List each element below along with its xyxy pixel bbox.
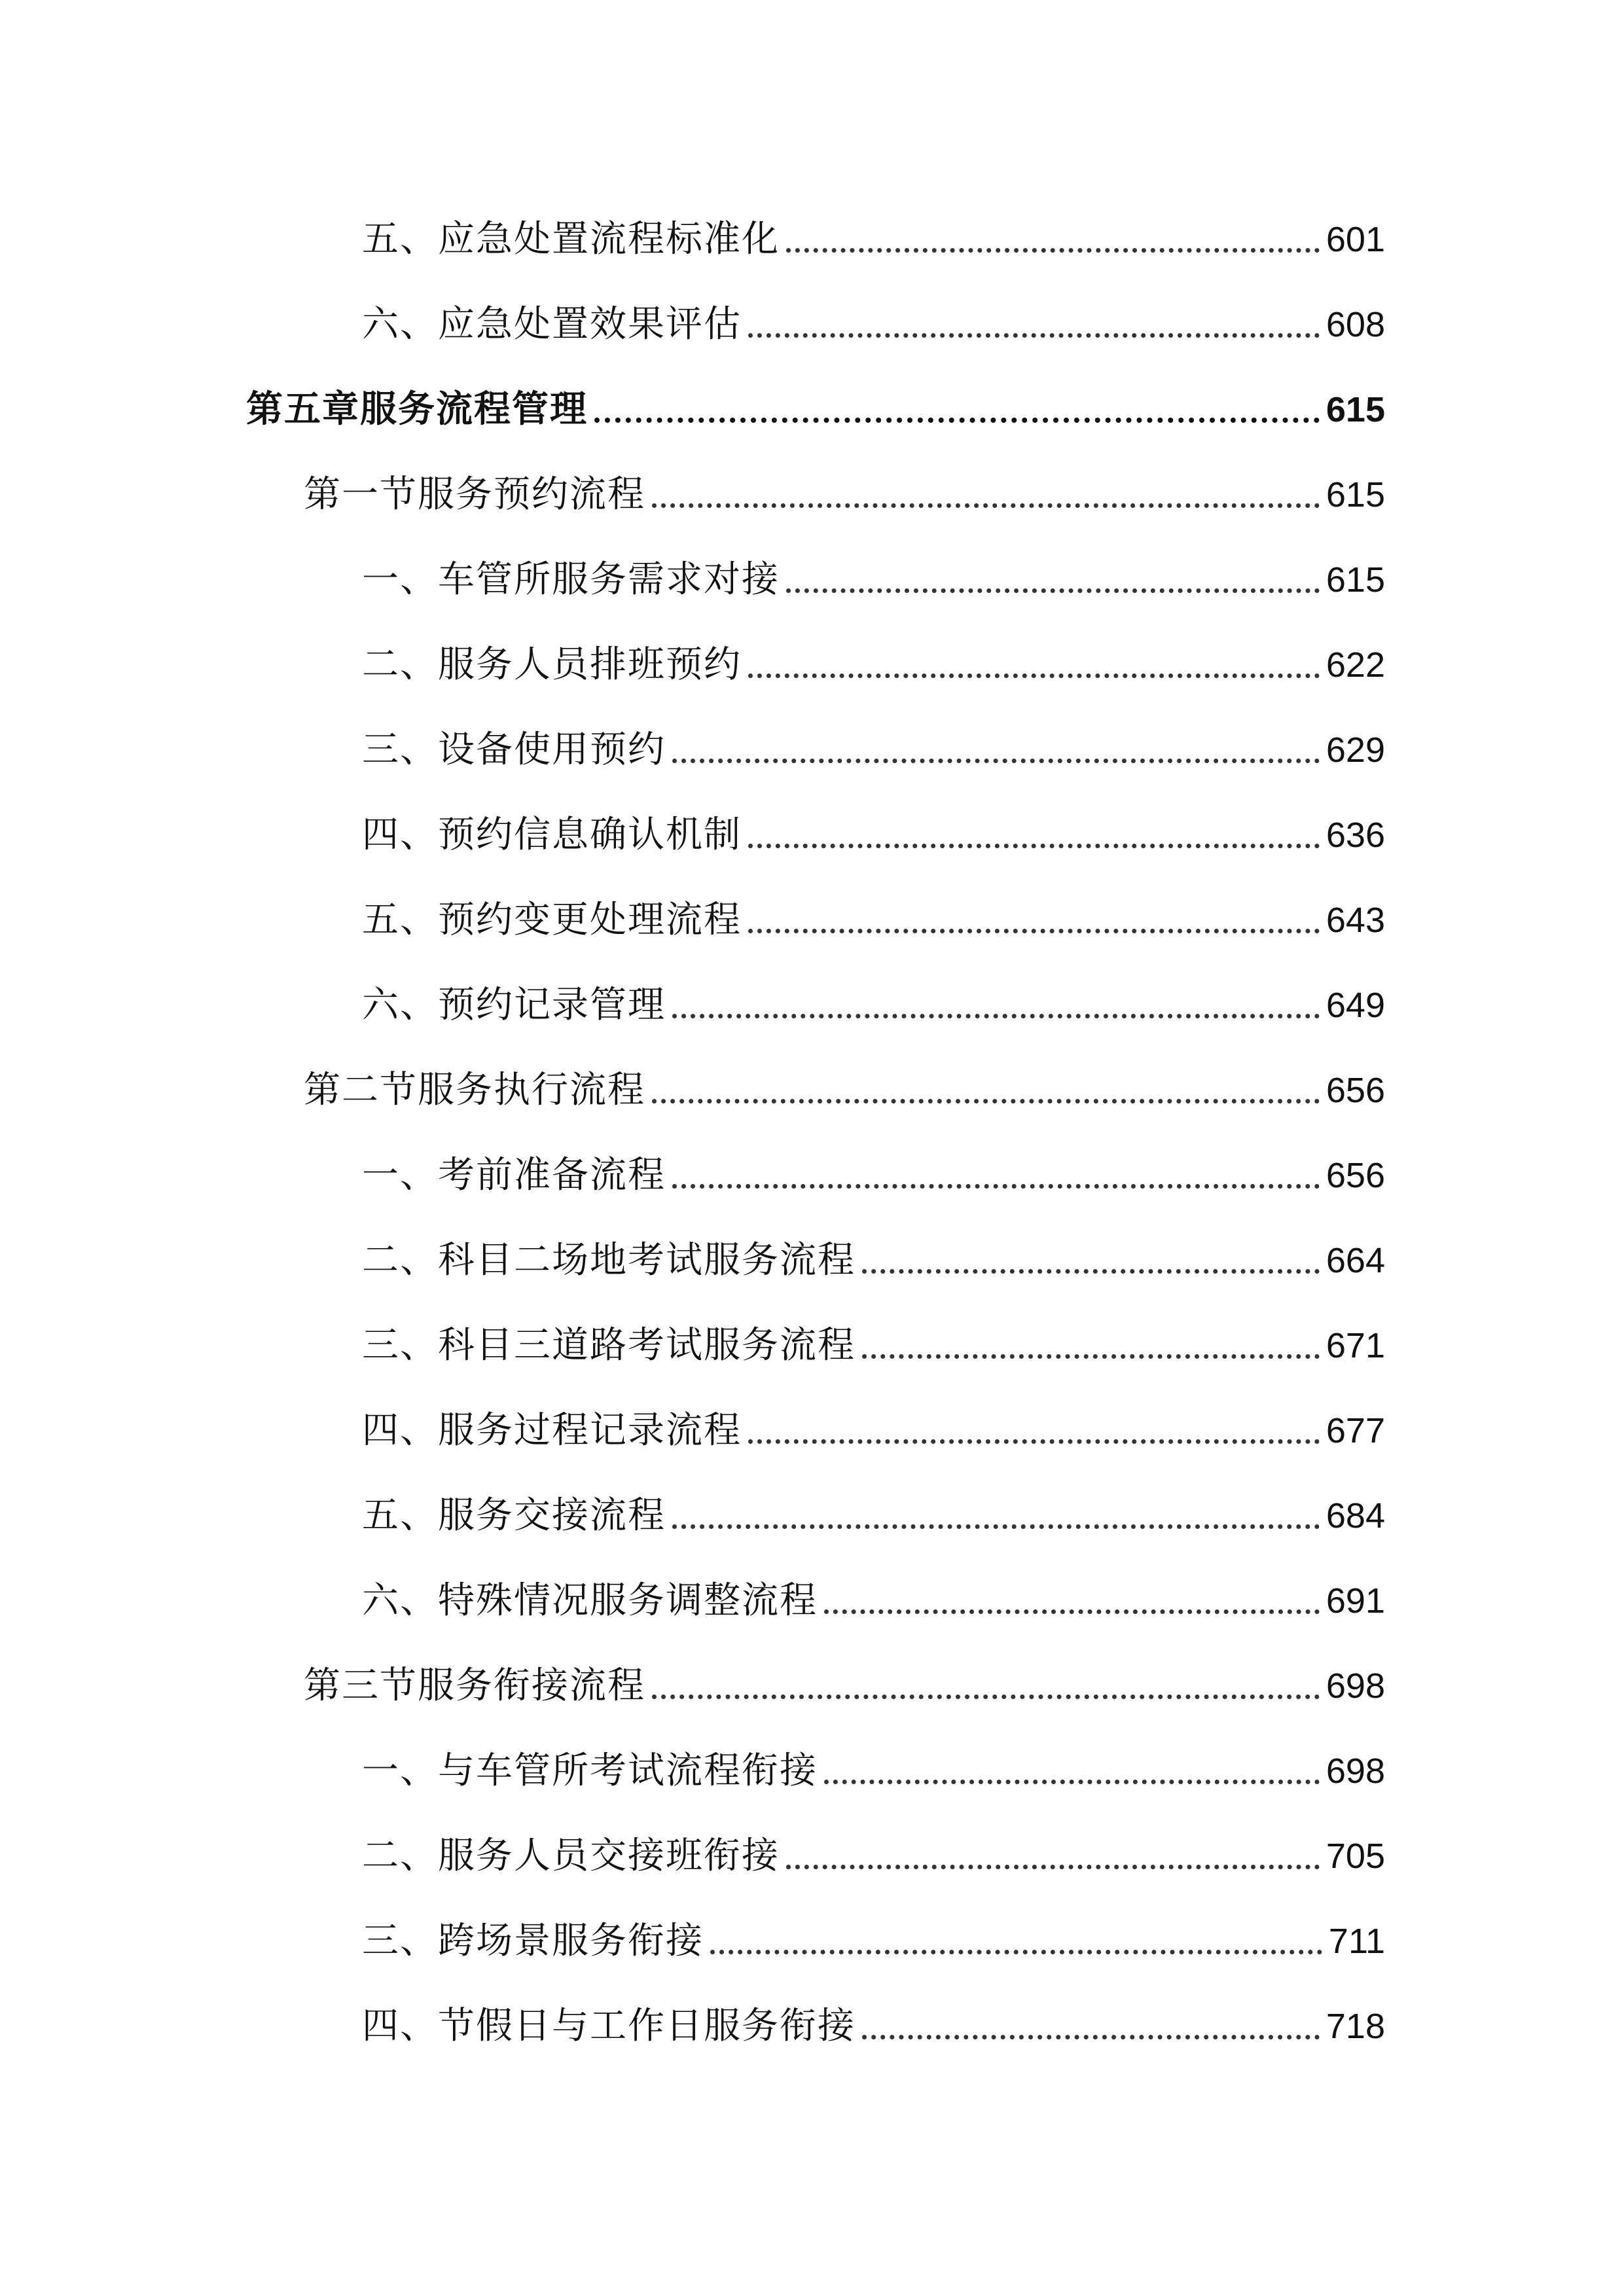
toc-page-number: 615	[1326, 390, 1385, 429]
toc-dot-leader	[652, 1695, 1320, 1699]
toc-dot-leader	[748, 1439, 1320, 1444]
toc-entry-section[interactable]	[304, 469, 1385, 521]
toc-dot-leader	[862, 2035, 1320, 2039]
toc-page-number: 718	[1326, 2007, 1385, 2046]
toc-entry-section[interactable]	[304, 1064, 1385, 1117]
toc-dot-leader	[672, 1524, 1320, 1529]
toc-entry-title: 四、服务过程记录流程	[362, 1409, 742, 1452]
toc-entry-title: 二、服务人员排班预约	[362, 643, 742, 686]
toc-entry-title: 第五章服务流程管理	[246, 388, 588, 431]
toc-page-number: 656	[1326, 1071, 1385, 1110]
toc-page-number: 671	[1326, 1326, 1385, 1365]
toc-page-number: 705	[1326, 1837, 1385, 1876]
toc-entry[interactable]	[362, 554, 1385, 606]
toc-dot-leader	[672, 1014, 1320, 1018]
toc-dot-leader	[786, 588, 1320, 593]
toc-dot-leader	[672, 759, 1320, 763]
toc-page-number: 608	[1326, 305, 1385, 344]
toc-entry[interactable]	[362, 298, 1385, 351]
toc-entry-title: 六、特殊情况服务调整流程	[362, 1579, 818, 1622]
toc-dot-leader	[748, 844, 1320, 848]
toc-page-number: 677	[1326, 1411, 1385, 1450]
toc-dot-leader	[862, 1354, 1320, 1359]
toc-entry[interactable]	[362, 809, 1385, 861]
toc-entry[interactable]	[362, 1575, 1385, 1627]
toc-page-number: 622	[1326, 645, 1385, 685]
toc-dot-leader	[652, 503, 1320, 508]
toc-entry-section[interactable]	[304, 1660, 1385, 1712]
toc-entry-title: 四、预约信息确认机制	[362, 814, 742, 856]
toc-entry-title: 二、服务人员交接班衔接	[362, 1835, 780, 1877]
toc-entry-title: 三、科目三道路考试服务流程	[362, 1324, 856, 1367]
toc-page-number: 615	[1326, 560, 1385, 600]
toc-page-number: 664	[1326, 1241, 1385, 1280]
toc-dot-leader	[786, 1865, 1320, 1869]
toc-page-number: 691	[1326, 1581, 1385, 1621]
toc-entry-title: 一、与车管所考试流程衔接	[362, 1749, 818, 1792]
toc-entry[interactable]	[362, 1234, 1385, 1287]
toc-dot-leader	[748, 929, 1320, 933]
toc-dot-leader	[862, 1269, 1320, 1274]
toc-entry[interactable]	[362, 979, 1385, 1031]
toc-entry[interactable]	[362, 639, 1385, 691]
toc-entry-title: 五、应急处置流程标准化	[362, 218, 780, 260]
toc-entry-title: 第一节服务预约流程	[304, 473, 645, 516]
toc-dot-leader	[594, 418, 1320, 423]
toc-entry-title: 第三节服务衔接流程	[304, 1664, 645, 1707]
toc-dot-leader	[672, 1184, 1320, 1189]
toc-dot-leader	[710, 1950, 1322, 1954]
toc-page-number: 656	[1326, 1156, 1385, 1195]
toc-entry[interactable]	[362, 1830, 1385, 1882]
toc-entry-title: 六、应急处置效果评估	[362, 303, 742, 346]
toc-entry-title: 五、预约变更处理流程	[362, 899, 742, 941]
toc-page-number: 615	[1326, 475, 1385, 514]
toc-entry-title: 第二节服务执行流程	[304, 1069, 645, 1111]
toc-entry[interactable]	[362, 894, 1385, 946]
toc-dot-leader	[824, 1780, 1320, 1784]
toc-page-number: 698	[1326, 1751, 1385, 1791]
toc-entry-title: 二、科目二场地考试服务流程	[362, 1239, 856, 1282]
toc-dot-leader	[748, 673, 1320, 678]
toc-page-number: 643	[1326, 901, 1385, 940]
toc-entry-title: 六、预约记录管理	[362, 984, 666, 1026]
toc-page-number: 649	[1326, 986, 1385, 1025]
toc-page-number: 601	[1326, 220, 1385, 259]
toc-page-number: 629	[1326, 730, 1385, 770]
toc-entry[interactable]	[362, 1915, 1385, 1967]
toc-entry[interactable]	[362, 2000, 1385, 2053]
toc-entry[interactable]	[362, 1319, 1385, 1372]
toc-dot-leader	[786, 248, 1320, 253]
toc-dot-leader	[652, 1099, 1320, 1103]
toc-entry-title: 三、跨场景服务衔接	[362, 1920, 704, 1962]
toc-page-number: 711	[1328, 1922, 1385, 1961]
toc-entry[interactable]	[362, 1149, 1385, 1202]
toc-entry[interactable]	[362, 1745, 1385, 1797]
toc-entry[interactable]	[362, 1490, 1385, 1542]
toc-entry[interactable]	[362, 1405, 1385, 1457]
toc-dot-leader	[824, 1609, 1320, 1614]
toc-entry-title: 一、考前准备流程	[362, 1154, 666, 1196]
toc-entry-title: 一、车管所服务需求对接	[362, 558, 780, 601]
toc-entry[interactable]	[362, 213, 1385, 266]
toc-entry-chapter[interactable]	[246, 384, 1385, 436]
toc-page-number: 636	[1326, 816, 1385, 855]
toc-page-number: 684	[1326, 1496, 1385, 1535]
toc-entry-title: 五、服务交接流程	[362, 1494, 666, 1537]
toc-page-number: 698	[1326, 1666, 1385, 1706]
toc-entry[interactable]	[362, 724, 1385, 776]
toc-dot-leader	[748, 333, 1320, 338]
toc-entry-title: 四、节假日与工作日服务衔接	[362, 2005, 856, 2047]
toc-entry-title: 三、设备使用预约	[362, 728, 666, 771]
